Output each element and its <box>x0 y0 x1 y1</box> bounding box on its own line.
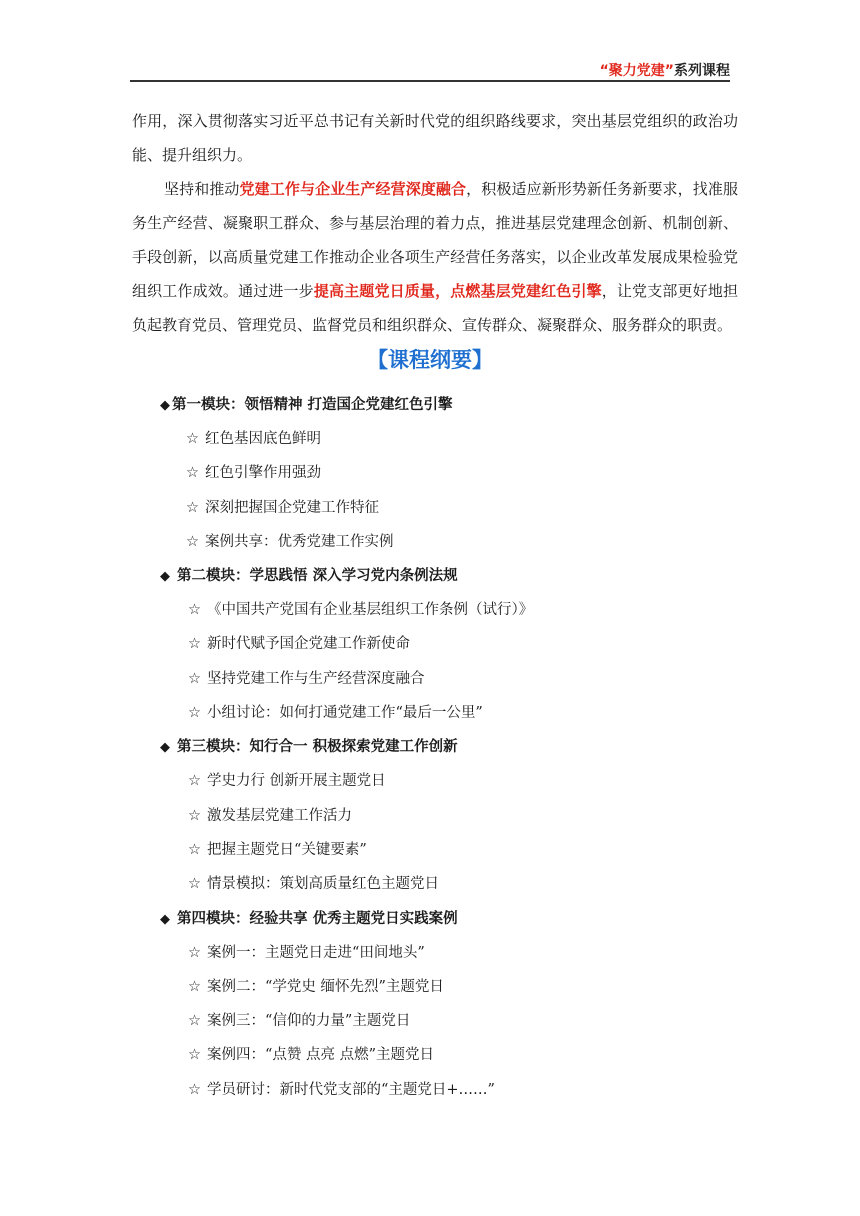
list-item <box>160 422 760 456</box>
module-title-text: 第二模块：学思践悟 深入学习党内条例法规 <box>172 568 458 585</box>
list-item-text: 红色基因底色鲜明 <box>205 431 321 447</box>
list-item <box>160 1073 760 1107</box>
module-title-text: 第三模块：知行合一 积极探索党建工作创新 <box>172 739 458 756</box>
module-title-4 <box>160 902 760 936</box>
star-icon: ☆ <box>188 1081 201 1098</box>
list-item-text: 《中国共产党国有企业基层组织工作条例（试行）》 <box>207 602 534 619</box>
list-item <box>160 662 760 696</box>
star-icon: ☆ <box>188 1013 201 1030</box>
diamond-icon: ◆ <box>160 398 170 413</box>
list-item <box>160 1004 760 1038</box>
star-icon: ☆ <box>188 602 201 619</box>
intro-paragraph-1: 作用，深入贯彻落实习近平总书记有关新时代党的组织路线要求，突出基层党组织的政治功能、提升组织力。 <box>132 112 738 164</box>
list-item <box>160 833 760 867</box>
list-item <box>160 799 760 833</box>
star-icon: ☆ <box>188 876 201 893</box>
p2-text-c: ，让党支部更好地担负起教育党员、管理党员、监督党员和组织群众、宣传群众、凝聚群众、服务群众的职责。 <box>132 282 738 334</box>
list-item <box>160 696 760 730</box>
diamond-icon: ◆ <box>160 740 170 756</box>
list-item <box>160 627 760 661</box>
list-item-text: 案例三：“信仰的力量”主题党日 <box>207 1013 411 1030</box>
list-item-text: 坚持党建工作与生产经营深度融合 <box>207 670 425 687</box>
header-suffix: 系列课程 <box>674 63 730 79</box>
list-item <box>160 525 760 559</box>
outline-title: 【课程纲要】 <box>367 348 493 372</box>
star-icon: ☆ <box>188 978 201 995</box>
star-icon: ☆ <box>188 1047 201 1064</box>
star-icon: ☆ <box>188 705 201 722</box>
star-icon: ☆ <box>188 670 201 687</box>
list-item-text: 学史力行 创新开展主题党日 <box>207 773 386 790</box>
module-title-text: 第一模块：领悟精神 打造国企党建红色引擎 <box>172 397 453 413</box>
star-icon: ☆ <box>188 841 201 858</box>
list-item-text: 案例二：“学党史 缅怀先烈”主题党日 <box>207 978 444 995</box>
module-title-2 <box>160 559 760 593</box>
header-series-title <box>600 60 730 80</box>
intro-section <box>132 104 738 342</box>
list-item <box>160 764 760 798</box>
list-item-text: 案例四：“点赞 点亮 点燃”主题党日 <box>207 1047 435 1064</box>
p2-text-a: 坚持和推动 <box>164 180 240 198</box>
course-outline <box>160 388 760 1107</box>
star-icon: ☆ <box>188 807 201 824</box>
intro-paragraph-2 <box>132 172 738 342</box>
star-icon: ☆ <box>186 465 199 482</box>
list-item-text: 新时代赋予国企党建工作新使命 <box>207 636 410 653</box>
star-icon: ☆ <box>186 431 199 447</box>
list-item-text: 把握主题党日“关键要素” <box>207 841 367 858</box>
list-item-text: 红色引擎作用强劲 <box>205 465 321 482</box>
list-item-text: 情景模拟：策划高质量红色主题党日 <box>207 876 439 893</box>
p2-highlight-1: 党建工作与企业生产经营深度融合 <box>239 180 467 198</box>
module-title-text: 第四模块：经验共享 优秀主题党日实践案例 <box>172 910 458 927</box>
module-title-3 <box>160 730 760 764</box>
star-icon: ☆ <box>188 944 201 961</box>
header-brand: “聚力党建” <box>599 63 674 79</box>
list-item-text: 激发基层党建工作活力 <box>207 807 352 824</box>
star-icon: ☆ <box>186 499 199 516</box>
list-item <box>160 593 760 627</box>
list-item <box>160 491 760 525</box>
list-item-text: 案例一：主题党日走进“田间地头” <box>207 944 425 961</box>
star-icon: ☆ <box>186 533 199 550</box>
diamond-icon: ◆ <box>160 569 170 585</box>
diamond-icon: ◆ <box>160 911 170 927</box>
list-item <box>160 867 760 901</box>
list-item-text: 案例共享：优秀党建工作实例 <box>205 533 394 550</box>
list-item <box>160 1038 760 1072</box>
p2-highlight-2: 提高主题党日质量，点燃基层党建红色引擎 <box>313 282 602 300</box>
list-item-text: 学员研讨：新时代党支部的“主题党日+……” <box>207 1081 495 1098</box>
list-item-text: 深刻把握国企党建工作特征 <box>205 499 379 516</box>
list-item <box>160 970 760 1004</box>
star-icon: ☆ <box>188 773 201 790</box>
page-header <box>130 58 730 82</box>
list-item-text: 小组讨论：如何打通党建工作“最后一公里” <box>207 705 483 722</box>
p2-text-b: ，积极适应新形势新任务新要求，找准服务生产经营、凝聚职工群众、参与基层治理的着力点，推进基层党建理念创新、机制创新、手段创新，以高质量党建工作推动企业各项生产经营任务落实，以企业改革发展成果检验党组织工作成效。通过进一步 <box>132 180 738 300</box>
list-item <box>160 456 760 490</box>
list-item <box>160 936 760 970</box>
star-icon: ☆ <box>188 636 201 653</box>
module-title-1 <box>160 388 760 422</box>
